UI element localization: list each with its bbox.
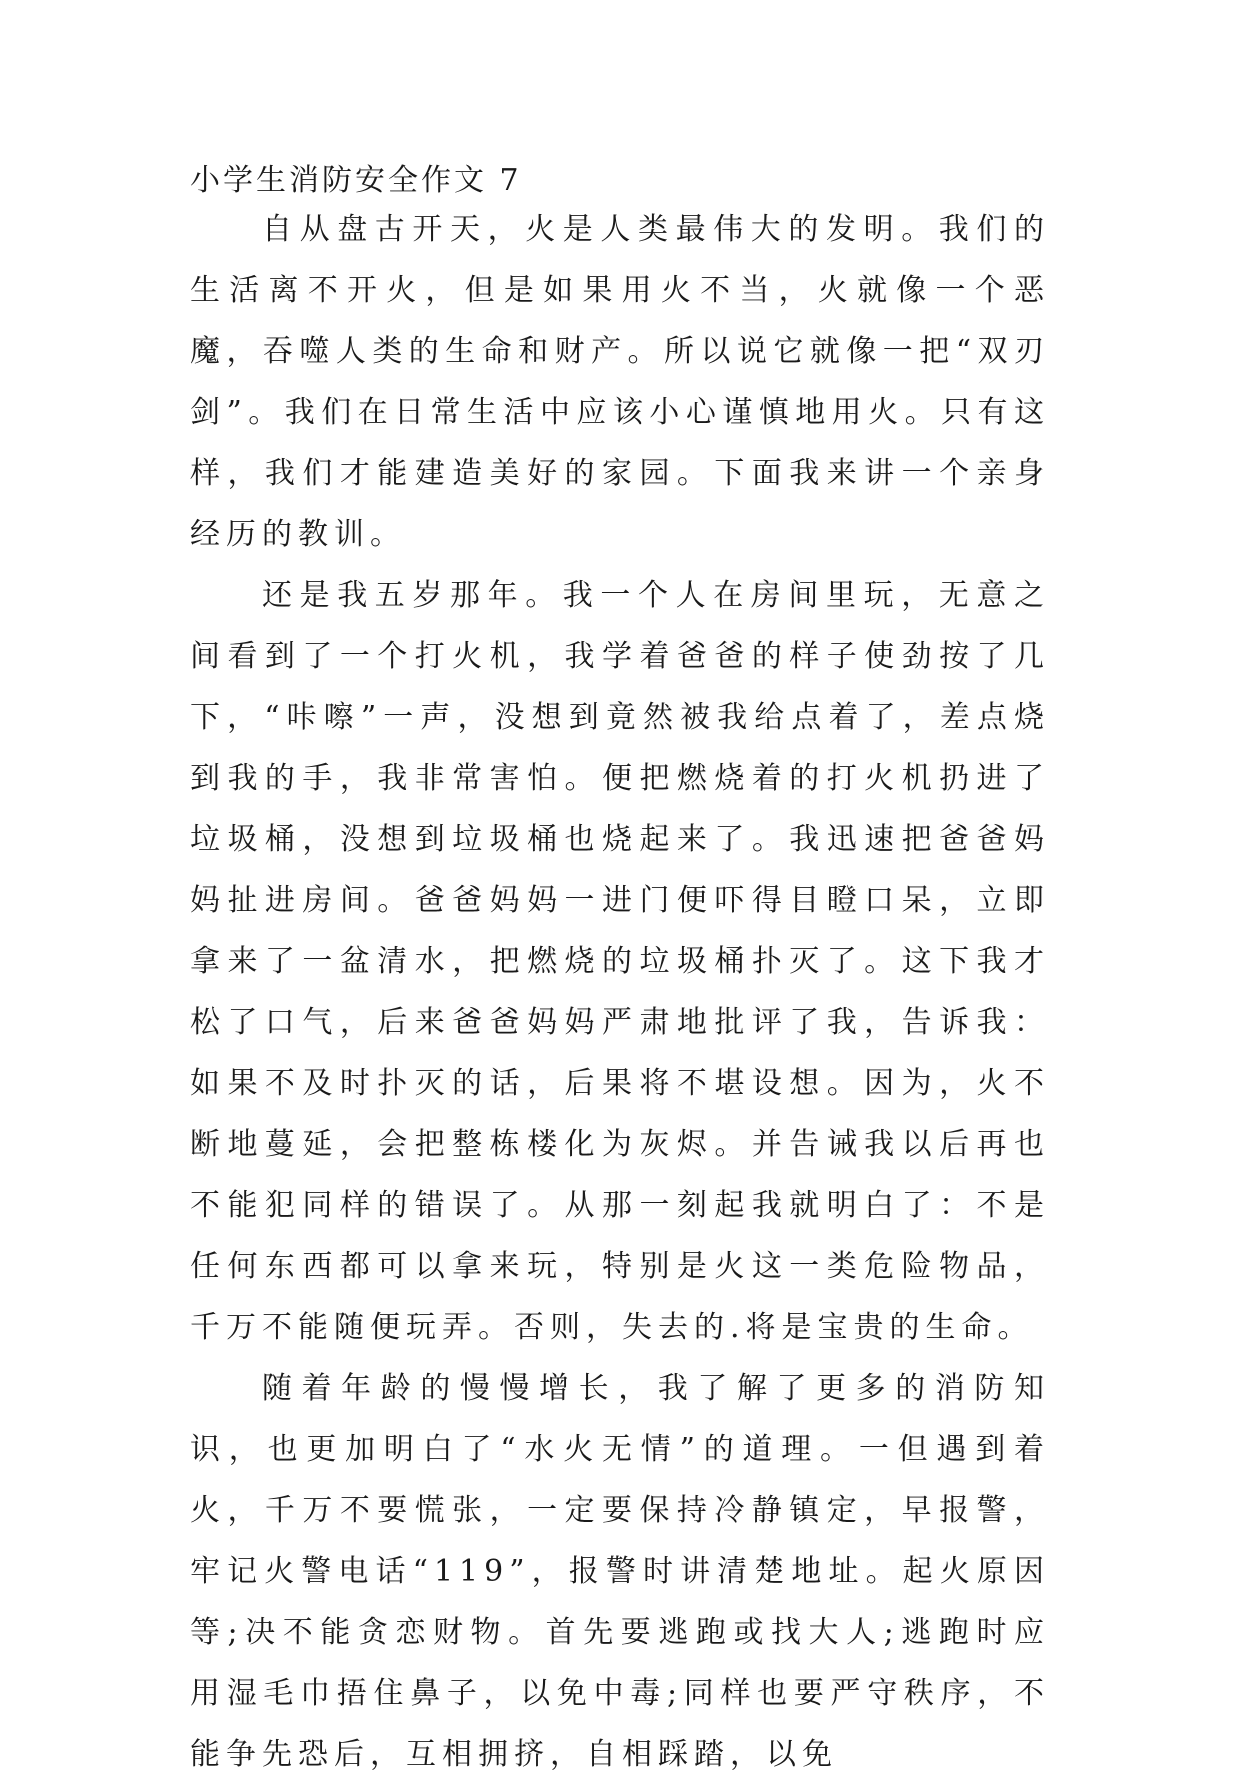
paragraph-1: 自从盘古开天，火是人类最伟大的发明。我们的生活离不开火，但是如果用火不当，火就像一个恶魔，吞噬人类的生命和财产。所以说它就像一把“双刃剑”。我们在日常生活中应该小心谨慎地用火。只有这样，我们才能建造美好的家园。下面我来讲一个亲身经历的教训。 [190,212,1050,552]
paragraph-2: 还是我五岁那年。我一个人在房间里玩，无意之间看到了一个打火机，我学着爸爸的样子使劲按了几下，“咔嚓”一声，没想到竟然被我给点着了，差点烧到我的手，我非常害怕。便把燃烧着的打火机扔进了垃圾桶，没想到垃圾桶也烧起来了。我迅速把爸爸妈妈扯进房间。爸爸妈妈一进门便吓得目瞪口呆，立即拿来了一盆清水，把燃烧的垃圾桶扑灭了。这下我才松了口气，后来爸爸妈妈严肃地批评了我，告诉我：如果不及时扑灭的话，后果将不堪设想。因为，火不断地蔓延，会把整栋楼化为灰烬。并告诫我以后再也不能犯同样的错误了。从那一刻起我就明白了：不是任何东西都可以拿来玩，特别是火这一类危险物品，千万不能随便玩弄。否则，失去的.将是宝贵的生命。 [190,578,1050,1345]
paragraph-3: 随着年龄的慢慢增长，我了解了更多的消防知识，也更加明白了“水火无情”的道理。一但遇到着火，千万不要慌张，一定要保持冷静镇定，早报警，牢记火警电话“119”，报警时讲清楚地址。起火原因等;决不能贪恋财物。首先要逃跑或找大人;逃跑时应用湿毛巾捂住鼻子，以免中毒;同样也要严守秩序，不能争先恐后，互相拥挤，自相踩踏，以免 [190,1371,1050,1772]
essay-title: 小学生消防安全作文 7 [190,163,522,198]
essay-body [190,199,1050,1785]
